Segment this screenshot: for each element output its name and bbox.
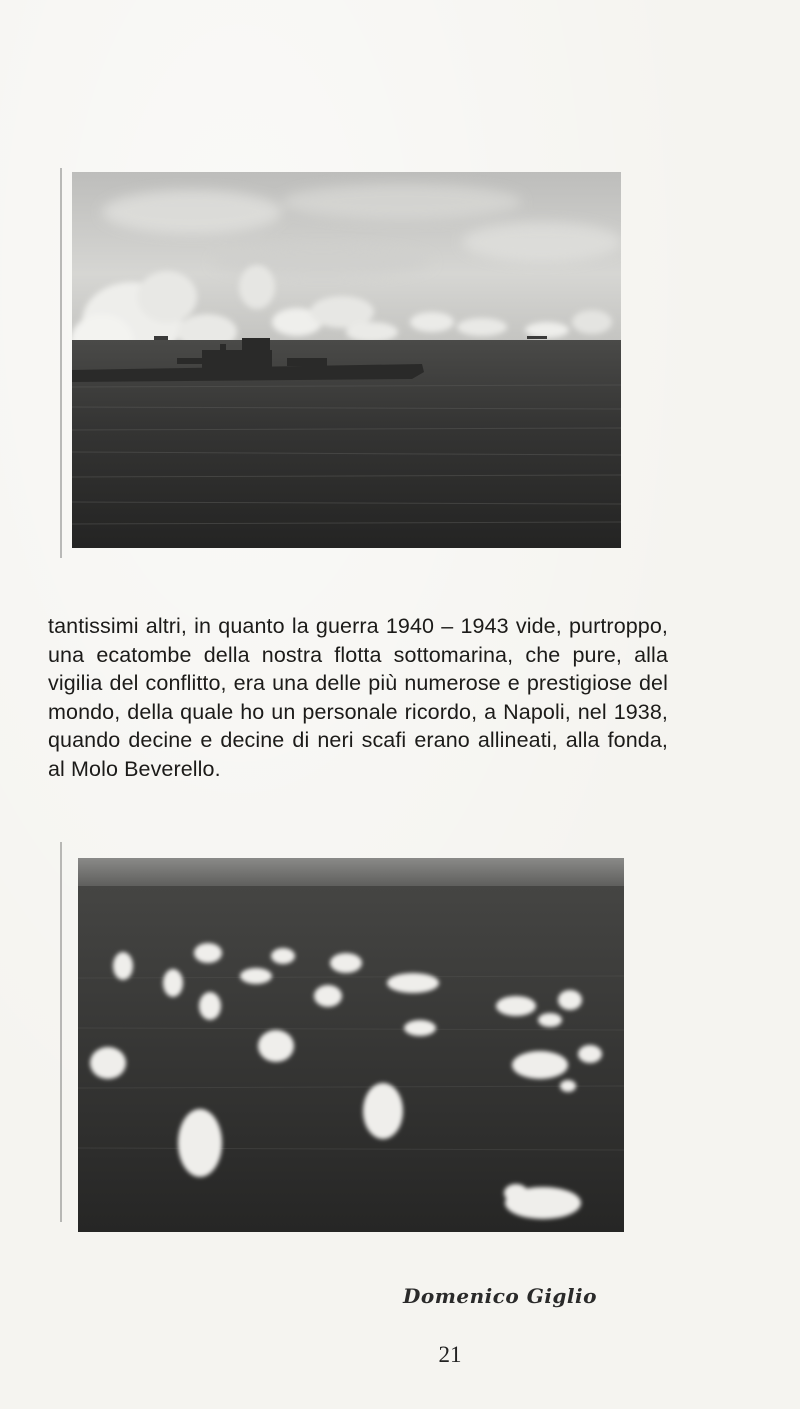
photo-sea-explosions-image xyxy=(78,858,624,1232)
photo-submarine-smoke xyxy=(72,172,621,548)
photo-sea-explosions xyxy=(78,858,624,1232)
photo-submarine-smoke-image xyxy=(72,172,621,548)
photo-border-line-bottom xyxy=(60,842,62,1222)
body-paragraph: tantissimi altri, in quanto la guerra 1940 – 1943 vide, purtroppo, una ecatombe della nostra flotta sottomarina, che pure, alla vigilia del conflitto, era una delle più numerose e prestigiose del mondo, della quale ho un personale ricordo, a Napoli, nel 1938, quando decine e decine di neri scafi erano allineati, alla fonda, al Molo Beverello. xyxy=(48,614,668,781)
author-signature: Domenico Giglio xyxy=(403,1284,597,1308)
page-number: 21 xyxy=(438,1342,462,1367)
photo-border-line-top xyxy=(60,168,62,558)
